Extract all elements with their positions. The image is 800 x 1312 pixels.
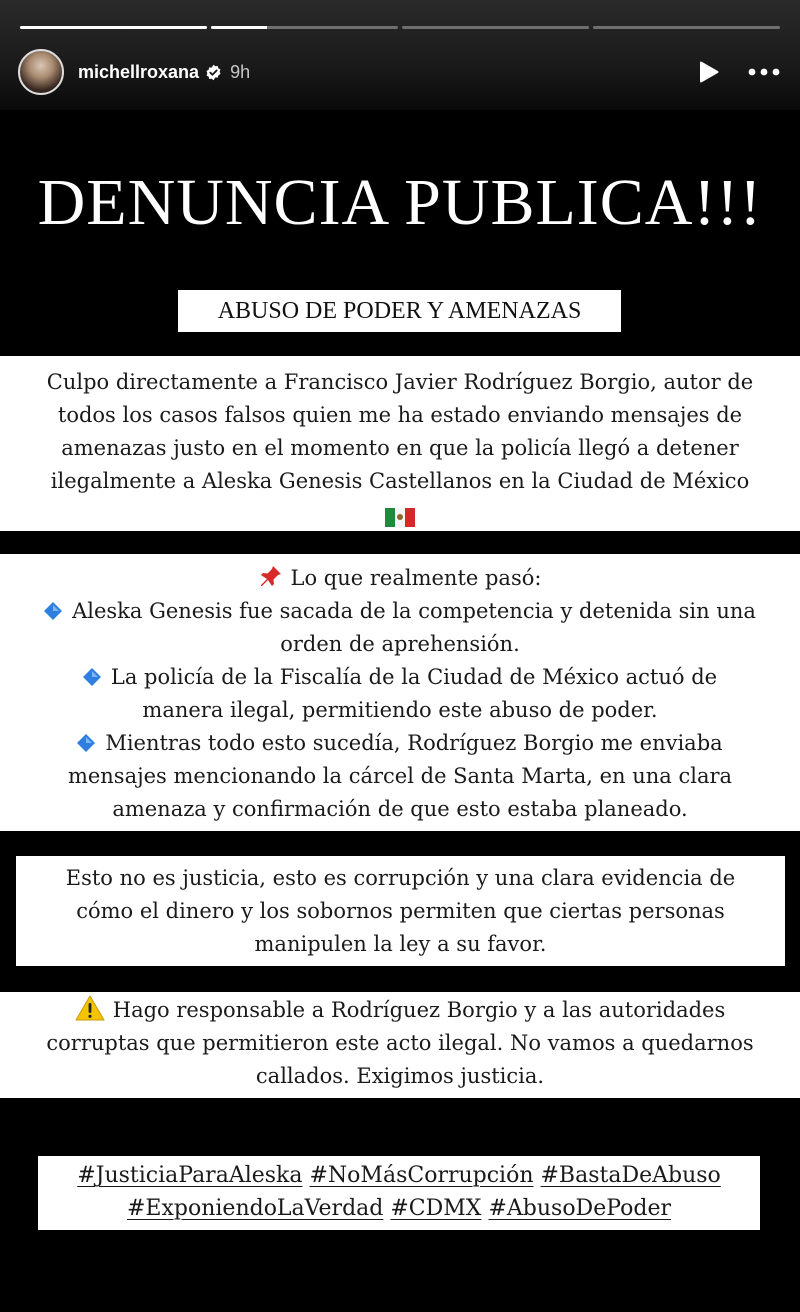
- story-title: DENUNCIA PUBLICA!!!: [37, 166, 763, 239]
- what-happened-block: [0, 554, 800, 831]
- pushpin-icon: [259, 564, 283, 588]
- play-icon: [698, 60, 720, 84]
- responsible-line: callados. Exigimos justicia.: [255, 1064, 545, 1088]
- intro-line: Culpo directamente a Francisco Javier Rodríguez Borgio, autor de: [46, 370, 754, 394]
- corruption-block: [16, 856, 785, 966]
- story-header: [18, 48, 782, 96]
- list-item-continuation: mensajes mencionando la cárcel de Santa Marta, en una clara: [67, 764, 733, 788]
- flag-line: [0, 498, 800, 531]
- post-time: 9h: [230, 61, 251, 82]
- progress-segment: [20, 26, 207, 29]
- what-happened-heading: [0, 562, 800, 595]
- mexico-flag-icon: [385, 508, 415, 527]
- story-progress-bar: [20, 26, 780, 29]
- story-subtitle: ABUSO DE PODER Y AMENAZAS: [178, 290, 621, 332]
- list-item-text: Mientras todo esto sucedía, Rodríguez Borgio me enviaba: [105, 731, 723, 755]
- hashtag-link[interactable]: #JusticiaParaAleska: [77, 1163, 303, 1188]
- list-item-text: La policía de la Fiscalía de la Ciudad de México actuó de: [110, 665, 718, 689]
- progress-fill: [211, 26, 267, 29]
- hashtag-line: [38, 1159, 760, 1192]
- intro-line: todos los casos falsos quien me ha estado enviando mensajes de: [57, 403, 743, 427]
- more-options-button[interactable]: [746, 57, 782, 87]
- hashtag-line: [38, 1192, 760, 1225]
- progress-segment: [211, 26, 398, 29]
- responsible-block: [0, 992, 800, 1098]
- list-item-continuation: manera ilegal, permitiendo este abuso de poder.: [142, 698, 658, 722]
- blue-diamond-icon: [44, 597, 62, 615]
- corruption-line: manipulen la ley a su favor.: [254, 932, 547, 956]
- progress-fill: [20, 26, 207, 29]
- play-button[interactable]: [694, 57, 724, 87]
- hashtag-link[interactable]: #BastaDeAbuso: [540, 1163, 721, 1188]
- hashtags-block: [38, 1156, 760, 1230]
- list-item-continuation: amenaza y confirmación de que esto estaba planeado.: [112, 797, 688, 821]
- list-item: [0, 727, 800, 760]
- list-item: [0, 661, 800, 694]
- warning-icon: [75, 995, 105, 1021]
- responsible-text: Hago responsable a Rodríguez Borgio y a las autoridades: [112, 998, 726, 1022]
- responsible-line: [0, 994, 800, 1027]
- hashtag-link[interactable]: #ExponiendoLaVerdad: [126, 1196, 384, 1221]
- username-link[interactable]: michellroxana: [78, 61, 200, 82]
- corruption-line: Esto no es justicia, esto es corrupción y una clara evidencia de: [65, 866, 736, 890]
- intro-line: amenazas justo en el momento en que la policía llegó a detener: [61, 436, 739, 460]
- progress-segment: [402, 26, 589, 29]
- intro-line: ilegalmente a Aleska Genesis Castellanos en la Ciudad de México: [50, 469, 750, 493]
- blue-diamond-icon: [83, 663, 101, 681]
- list-item: [0, 595, 800, 628]
- avatar[interactable]: [18, 49, 64, 95]
- blue-diamond-icon: [77, 729, 95, 747]
- hashtag-link[interactable]: #CDMX: [390, 1196, 482, 1221]
- list-item-text: Aleska Genesis fue sacada de la competencia y detenida sin una: [72, 599, 756, 623]
- hashtag-link[interactable]: #NoMásCorrupción: [309, 1163, 534, 1188]
- what-happened-heading-text: Lo que realmente pasó:: [290, 566, 542, 590]
- progress-segment: [593, 26, 780, 29]
- list-item-continuation: orden de aprehensión.: [280, 632, 520, 656]
- corruption-line: cómo el dinero y los sobornos permiten que ciertas personas: [76, 899, 725, 923]
- verified-badge-icon: [205, 64, 222, 81]
- hashtag-link[interactable]: #AbusoDePoder: [488, 1196, 671, 1221]
- more-horizontal-icon: [748, 68, 780, 76]
- responsible-line: corruptas que permitieron este acto ilegal. No vamos a quedarnos: [46, 1031, 754, 1055]
- intro-block: [0, 356, 800, 531]
